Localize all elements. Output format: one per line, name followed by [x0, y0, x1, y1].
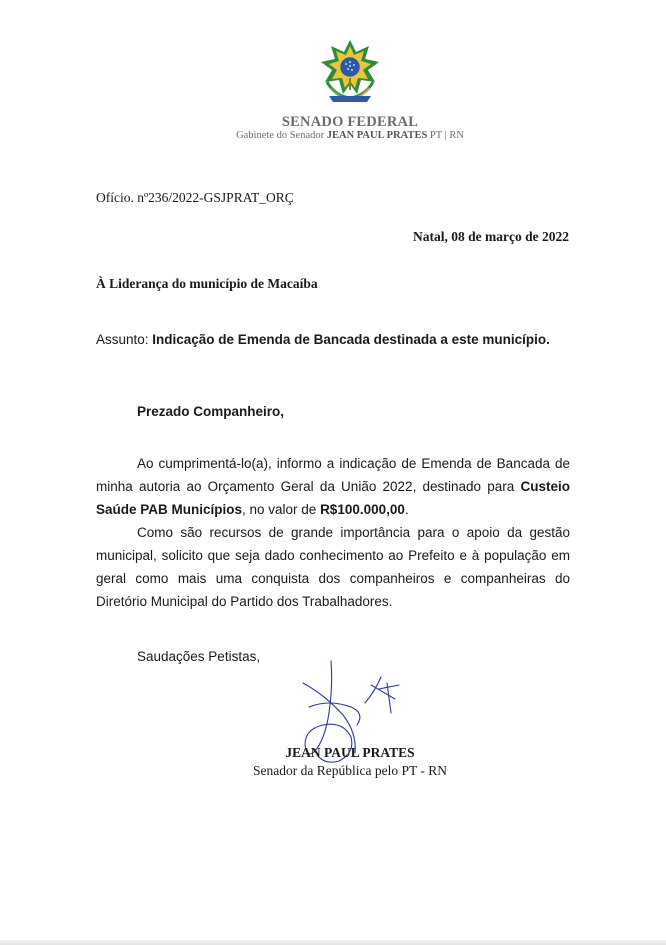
office-line [0, 130, 666, 141]
closing-line: Saudações Petistas, [137, 649, 261, 664]
signer-name: JEAN PAUL PRATES [285, 745, 415, 760]
institution-name: SENADO FEDERAL [281, 114, 419, 130]
body-p1-amount: R$100.000,00 [320, 502, 405, 517]
coat-of-arms-icon [313, 38, 387, 104]
document-date: Natal, 08 de março de 2022 [413, 229, 569, 244]
page-edge [0, 940, 666, 945]
recipient-line: À Liderança do município de Macaíba [96, 276, 318, 291]
office-prefix: Gabinete do Senador [236, 130, 327, 141]
body-p1-end: . [404, 502, 409, 517]
document-reference: Ofício. nº236/2022-GSJPRAT_ORÇ [96, 190, 294, 205]
office-party: PT | RN [427, 130, 464, 141]
body-paragraph-2: Como são recursos de grande importância para o apoio da gestão municipal, solicito que seja dado conhecimento ao Prefeito e à população em geral como mais uma conquista dos companheiros e companheiras do Diretório Municipal do Partido dos Trabalhadores. [96, 525, 570, 609]
body-p1-purpose: Custeio Saúde PAB Municípios [96, 479, 570, 517]
signer-title: Senador da República pelo PT - RN [253, 763, 447, 778]
subject-line [96, 332, 550, 347]
subject-text: Indicação de Emenda de Bancada destinada a este município. [152, 332, 550, 347]
body-paragraph-1 [96, 452, 570, 521]
office-senator-name: JEAN PAUL PRATES [326, 130, 428, 141]
subject-label: Assunto: [96, 332, 153, 347]
salutation: Prezado Companheiro, [137, 404, 285, 419]
letter-body [96, 452, 570, 613]
body-p1-start: Ao cumprimentá-lo(a), informo a indicação de Emenda de Bancada de minha autoria ao Orçamento Geral da União 2022, destinado para [96, 456, 570, 494]
body-p1-middle: , no valor de [242, 502, 321, 517]
